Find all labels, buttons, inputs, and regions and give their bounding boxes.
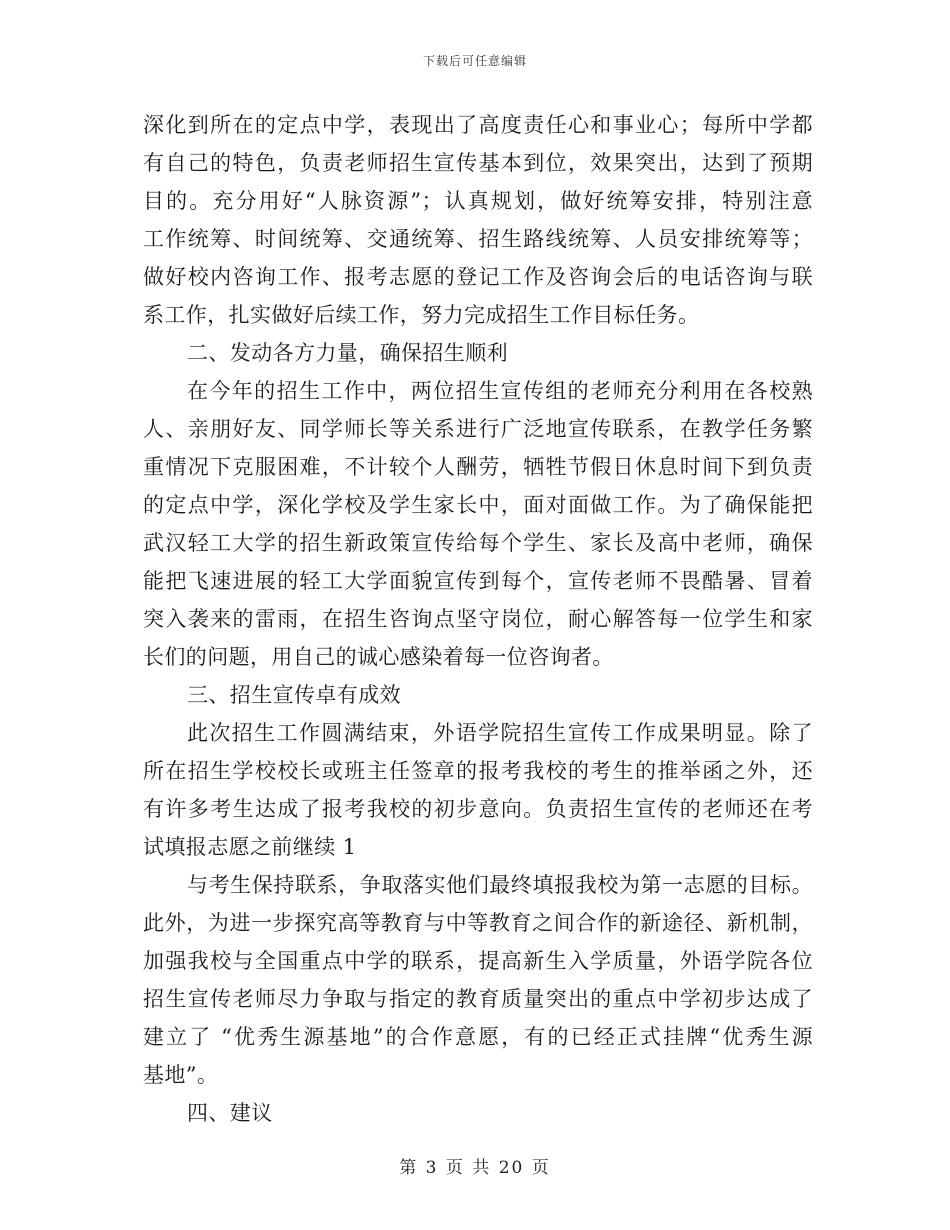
text-line: 基地”。 [143,1063,219,1087]
page-footer: 第 3 页 共 20 页 [399,1158,551,1178]
text-line: 建立了 “优秀生源基地”的合作意愿，有的已经正式挂牌“优秀生源 [143,1025,813,1049]
text-line: 的定点中学，深化学校及学生家长中，面对面做工作。为了确保能把 [143,493,813,517]
section-heading: 三、招生宣传卓有成效 [187,683,401,707]
text-line: 加强我校与全国重点中学的联系，提高新生入学质量，外语学院各位 [143,949,813,973]
text-line: 突入袭来的雷雨，在招生咨询点坚守岗位，耐心解答每一位学生和家 [143,607,813,631]
text-line: 试填报志愿之前继续 1 [143,835,357,859]
text-line: 深化到所在的定点中学，表现出了高度责任心和事业心；每所中学都 [143,113,813,137]
text-line: 有许多考生达成了报考我校的初步意向。负责招生宣传的老师还在考 [143,797,813,821]
text-line: 重情况下克服困难，不计较个人酬劳，牺牲节假日休息时间下到负责 [143,455,813,479]
text-line: 此次招生工作圆满结束，外语学院招生宣传工作成果明显。除了 [187,721,813,745]
section-heading: 二、发动各方力量，确保招生顺利 [187,341,508,365]
text-line: 与考生保持联系，争取落实他们最终填报我校为第一志愿的目标。 [187,873,813,897]
text-line: 有自己的特色，负责老师招生宣传基本到位，效果突出，达到了预期 [143,151,813,175]
text-line: 能把飞速进展的轻工大学面貌宣传到每个，宣传老师不畏酷暑、冒着 [143,569,813,593]
text-line: 系工作，扎实做好后续工作，努力完成招生工作目标任务。 [143,303,700,327]
page-header: 下载后可任意编辑 [422,54,527,68]
text-line: 长们的问题，用自己的诚心感染着每一位咨询者。 [143,645,614,669]
text-line: 此外，为进一步探究高等教育与中等教育之间合作的新途径、新机制， [143,911,813,935]
text-line: 目的。充分用好“人脉资源”；认真规划，做好统筹安排，特别注意 [143,189,813,213]
document-body [143,106,813,1132]
section-heading: 四、建议 [187,1101,273,1125]
text-line: 做好校内咨询工作、报考志愿的登记工作及咨询会后的电话咨询与联 [143,265,813,289]
text-line: 工作统筹、时间统筹、交通统筹、招生路线统筹、人员安排统筹等； [143,227,813,251]
text-line: 招生宣传老师尽力争取与指定的教育质量突出的重点中学初步达成了 [143,987,813,1011]
text-line: 人、亲朋好友、同学师长等关系进行广泛地宣传联系，在教学任务繁 [143,417,813,441]
text-line: 所在招生学校校长或班主任签章的报考我校的考生的推举函之外，还 [143,759,813,783]
text-line: 在今年的招生工作中，两位招生宣传组的老师充分利用在各校熟 [187,379,813,403]
text-line: 武汉轻工大学的招生新政策宣传给每个学生、家长及高中老师，确保 [143,531,813,555]
